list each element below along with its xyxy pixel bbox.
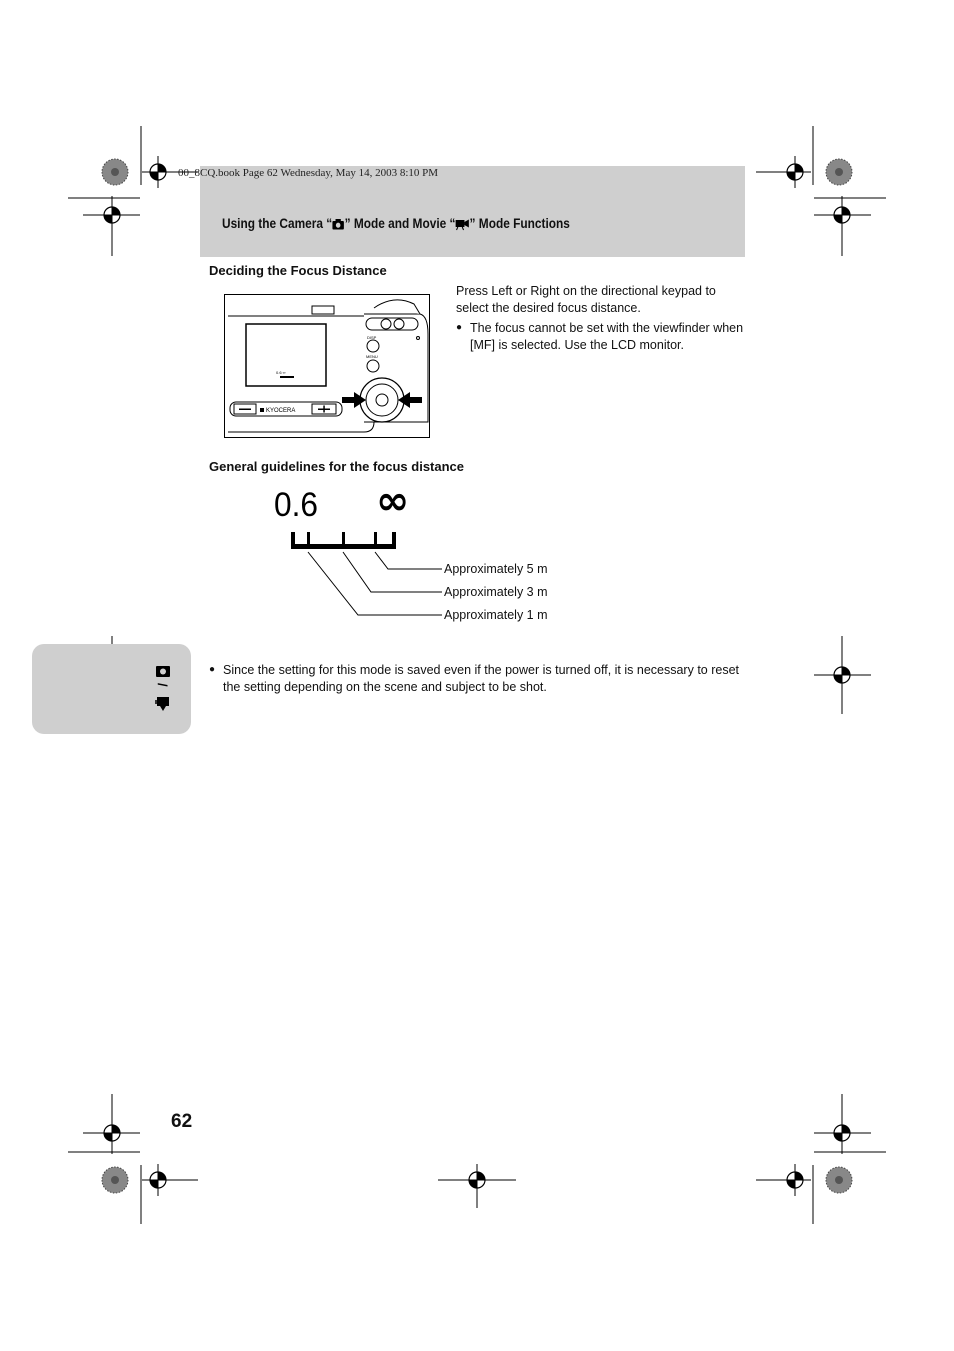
- power-off-note: [209, 662, 749, 695]
- camera-back-illustration: [224, 294, 430, 438]
- movie-camera-icon: [156, 697, 169, 711]
- scale-left-label: 0.6: [274, 486, 318, 524]
- section-title: [222, 216, 570, 231]
- side-tab-separator: /: [155, 683, 170, 687]
- title-part-3: ” Mode Functions: [469, 216, 570, 231]
- label-approx-3m: Approximately 3 m: [444, 585, 548, 599]
- title-part-2: ” Mode and Movie “: [344, 216, 456, 231]
- camera-brand: KYOCERA: [266, 408, 296, 414]
- page-number: 62: [171, 1111, 193, 1132]
- title-part-1: Using the Camera “: [222, 216, 333, 231]
- camera-icon: [332, 218, 344, 230]
- power-off-note-text: Since the setting for this mode is saved even if the power is turned off, it is necessary to reset the setting depending on the scene and subject to be shot.: [223, 663, 740, 694]
- disp-label: DISP: [367, 335, 377, 340]
- guidelines-heading: General guidelines for the focus distance: [209, 459, 465, 474]
- viewfinder-note-text: The focus cannot be set with the viewfinder when [MF] is selected. Use the LCD monitor.: [470, 321, 744, 352]
- label-approx-1m: Approximately 1 m: [444, 608, 548, 622]
- bullet-icon: ●: [456, 322, 463, 333]
- menu-label: MENU: [366, 354, 378, 359]
- viewfinder-note: [456, 320, 748, 353]
- bullet-icon: ●: [209, 664, 216, 675]
- focus-distance-heading: Deciding the Focus Distance: [209, 263, 387, 278]
- movie-camera-icon: [455, 218, 469, 230]
- book-info-line: 00_8CQ.book Page 62 Wednesday, May 14, 2003 8:10 PM: [178, 167, 439, 179]
- side-tab-icons: [154, 664, 172, 712]
- camera-icon: [156, 666, 170, 677]
- lcd-scale-text: 0.6 ∞: [276, 370, 286, 375]
- instruction-text: Press Left or Right on the directional keypad to select the desired focus distance.: [456, 284, 716, 315]
- label-approx-5m: Approximately 5 m: [444, 562, 548, 576]
- scale-right-label: ∞: [376, 478, 410, 524]
- header-band: [200, 166, 745, 257]
